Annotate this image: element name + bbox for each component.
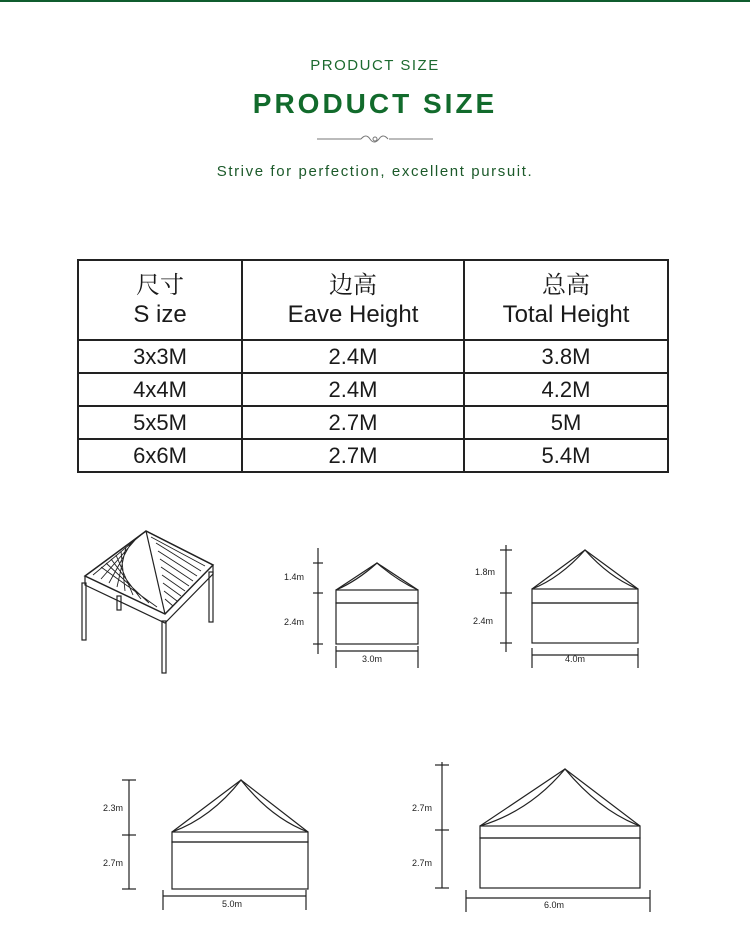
table-header-row [78,260,668,340]
cell-size: 3x3M [78,340,242,373]
cell-eave-height: 2.4M [242,340,464,373]
label-6x6-width: 6.0m [544,900,565,910]
label-3x3-eave-height: 2.4m [284,617,305,627]
label-3x3-width: 3.0m [362,654,383,664]
cell-size: 5x5M [78,406,242,439]
page-title: PRODUCT SIZE [252,88,498,119]
cell-eave-height: 2.4M [242,373,464,406]
cell-total-height: 4.2M [464,373,668,406]
label-5x5-width: 5.0m [222,899,243,909]
label-3x3-roof-height: 1.4m [284,572,305,582]
header-total-height [464,260,668,340]
label-4x4-eave-height: 2.4m [473,616,494,626]
header-eave-height [242,260,464,340]
tent-4x4-diagram [500,545,638,668]
section-eyebrow: PRODUCT SIZE [310,57,440,74]
cell-size: 4x4M [78,373,242,406]
label-6x6-roof-height: 2.7m [412,803,433,813]
size-table [77,259,669,473]
table-row [78,439,668,472]
header-size-en: S ize [133,301,187,328]
cell-total-height: 3.8M [464,340,668,373]
label-4x4-width: 4.0m [565,654,586,664]
top-divider-line [0,0,750,2]
cell-eave-height: 2.7M [242,406,464,439]
tent-6x6-diagram [435,762,650,912]
tent-diagrams [0,500,750,940]
table-row [78,406,668,439]
tent-perspective-illustration [82,531,213,673]
header-size-cn: 尺寸 [136,271,184,299]
label-6x6-eave-height: 2.7m [412,858,433,868]
header-eave-en: Eave Height [287,301,419,328]
tagline: Strive for perfection, excellent pursuit. [216,163,534,180]
cell-size: 6x6M [78,439,242,472]
tent-5x5-diagram [122,780,308,910]
header-total-cn: 总高 [542,271,590,299]
cell-total-height: 5M [464,406,668,439]
cell-total-height: 5.4M [464,439,668,472]
label-5x5-roof-height: 2.3m [103,803,124,813]
label-4x4-roof-height: 1.8m [475,567,496,577]
ornament-divider-icon [315,132,435,146]
header-eave-cn: 边高 [329,271,377,299]
tent-3x3-diagram [313,548,418,668]
header-total-en: Total Height [502,301,630,328]
label-5x5-eave-height: 2.7m [103,858,124,868]
header-size [78,260,242,340]
table-row [78,373,668,406]
cell-eave-height: 2.7M [242,439,464,472]
table-row [78,340,668,373]
